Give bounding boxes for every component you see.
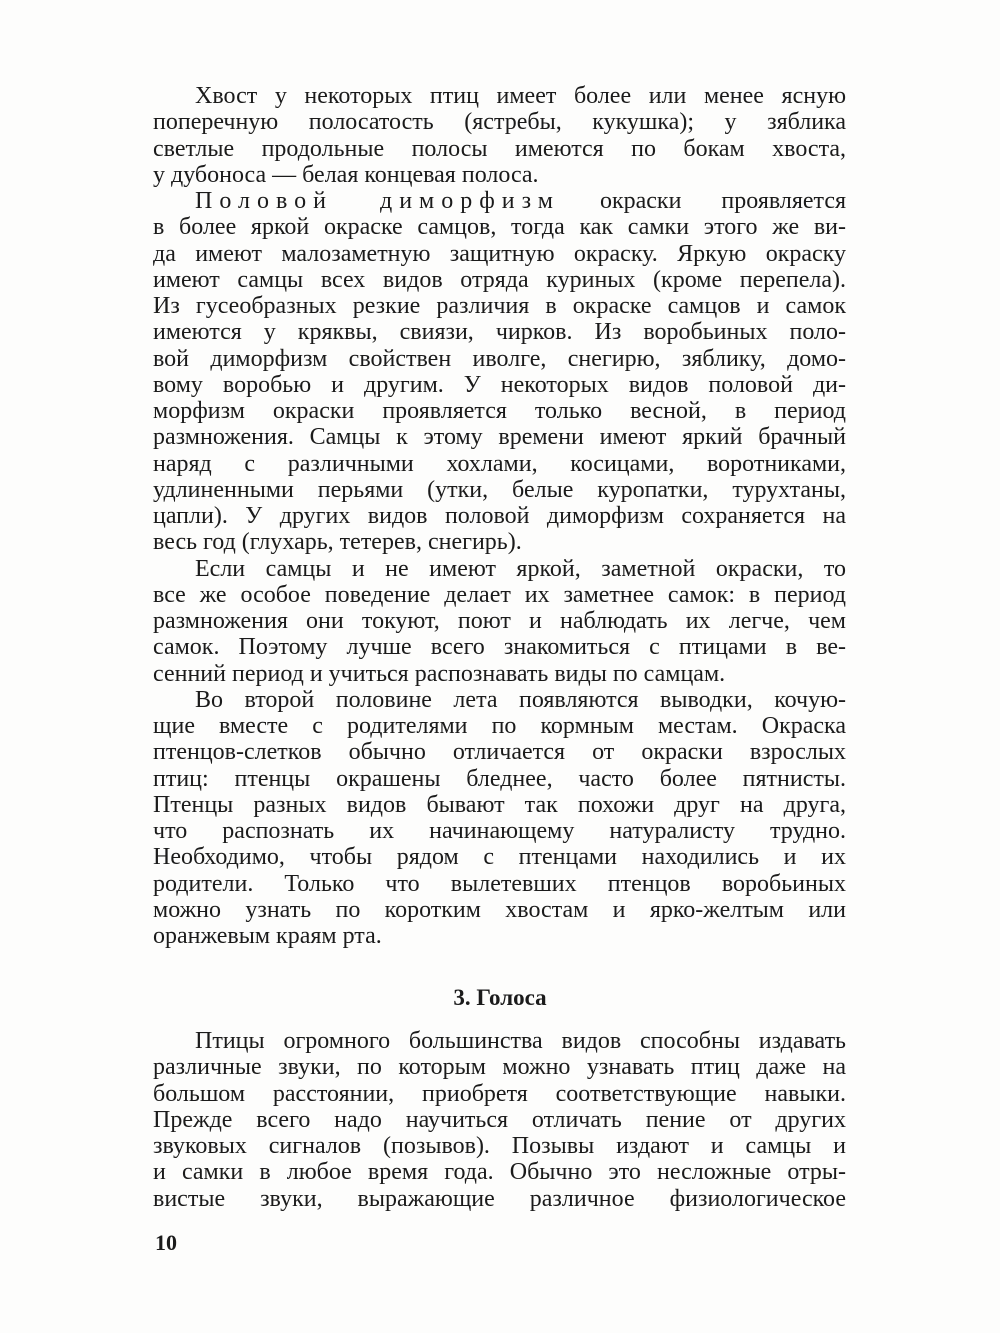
text-line: все же особое поведение делает их заметнее самок: в период [153, 581, 846, 608]
text-line: птиц: птенцы окрашены бледнее, часто более пятнисты. [153, 765, 846, 792]
text-line: можно узнать по коротким хвостам и ярко-желтым или [153, 896, 846, 923]
text-line: самок. Поэтому лучше всего знакомиться с птицами в ве- [153, 634, 846, 661]
text-line: родители. Только что вылетевших птенцов воробьиных [153, 870, 846, 897]
text-line: наряд с различными хохлами, косицами, воротниками, [153, 450, 846, 477]
text-line: различные звуки, по которым можно узнавать птиц даже на [153, 1054, 846, 1081]
text-line: светлые продольные полосы имеются по бокам хвоста, [153, 135, 846, 162]
text-line: птенцов-слетков обычно отличается от окраски взрослых [153, 739, 846, 766]
text-block-upper [153, 83, 846, 949]
text-line: да имеют малозаметную защитную окраску. Яркую окраску [153, 240, 846, 267]
page-number: 10 [155, 1230, 177, 1255]
section-heading: 3. Голоса [453, 985, 547, 1010]
text-line: удлиненными перьями (утки, белые куропатки, турухтаны, [153, 476, 846, 503]
text-line: морфизм окраски проявляется только весной, в период [153, 398, 846, 424]
text-line: щие вместе с родителями по кормным местам. Окраска [153, 713, 846, 739]
spaced-term: Половой диморфизм [195, 188, 560, 214]
text-line: вому воробью и другим. У некоторых видов половой ди- [153, 371, 846, 398]
text-line: весь год (глухарь, тетерев, снегирь). [153, 529, 522, 556]
text-block-lower [153, 1028, 846, 1212]
text-line: у дубоноса — белая концевая полоса. [153, 161, 539, 188]
text-line: вой диморфизм свойствен иволге, снегирю, зяблику, домо- [153, 345, 846, 372]
text-line: Из гусеобразных резкие различия в окраске самцов и самок [153, 293, 846, 319]
text-line: звуковых сигналов (позывов). Позывы издают и самцы и [153, 1133, 846, 1159]
text-line: Прежде всего надо научиться отличать пение от других [153, 1106, 846, 1133]
text-line: Если самцы и не имеют яркой, заметной окраски, то [195, 555, 846, 582]
text-line: Во второй половине лета появляются выводки, кочую- [195, 686, 846, 713]
text-line: Необходимо, чтобы рядом с птенцами находились и их [153, 844, 846, 871]
text-fragment: окраски проявляется [599, 188, 847, 214]
text-line: имеются у кряквы, свиязи, чирков. Из воробьиных поло- [153, 319, 846, 346]
text-line: большом расстоянии, приобретя соответствующие навыки. [153, 1080, 846, 1107]
text-line: оранжевым краям рта. [153, 923, 382, 949]
text-line: Птенцы разных видов бывают так похожи друг на друга, [153, 791, 846, 818]
text-line: имеют самцы всех видов отряда куриных (кроме перепела). [153, 266, 846, 293]
text-line: цапли). У других видов половой диморфизм сохраняется на [153, 503, 846, 529]
text-line: сенний период и учиться распознавать виды по самцам. [153, 660, 726, 687]
text-line: в более яркой окраске самцов, тогда как самки этого же ви- [153, 214, 846, 241]
text-line: поперечную полосатость (ястребы, кукушка); у зяблика [153, 109, 846, 136]
text-line: что распознать их начинающему натуралисту трудно. [153, 818, 846, 844]
text-line: Хвост у некоторых птиц имеет более или менее ясную [195, 83, 846, 109]
text-line: вистые звуки, выражающие различное физиологическое [153, 1185, 846, 1212]
text-line: и самки в любое время года. Обычно это несложные отры- [153, 1159, 846, 1186]
text-line: размножения. Самцы к этому времени имеют яркий брачный [153, 424, 846, 451]
text-line-with-term [153, 188, 846, 214]
text-line: Птицы огромного большинства видов способны издавать [195, 1028, 846, 1054]
text-line: размножения они токуют, поют и наблюдать их легче, чем [153, 608, 846, 634]
